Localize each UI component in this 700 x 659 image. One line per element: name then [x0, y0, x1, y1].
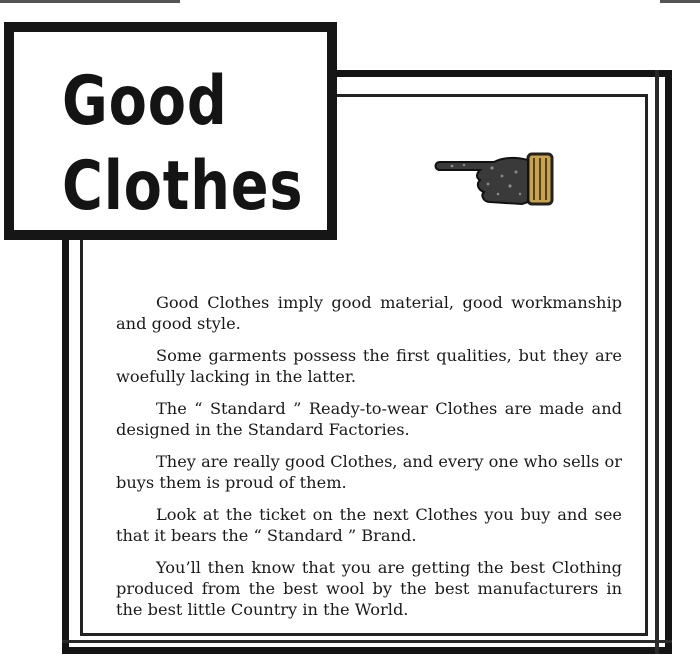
outer-border-right-double — [655, 70, 659, 654]
pointing-hand-icon — [432, 150, 556, 210]
outer-border-bottom-double — [62, 640, 672, 643]
paragraph: You’ll then know that you are getting the best Clothing produced from the best wool by the best manufacturers in the best little Country in the World. — [116, 558, 622, 619]
paragraph: They are really good Clothes, and every one who sells or buys them is proud of them. — [116, 452, 622, 492]
paragraph: Look at the ticket on the next Clothes you buy and see that it bears the “ Standard ” Brand. — [116, 505, 622, 545]
paragraph: Some garments possess the first qualities, but they are woefully lacking in the latter. — [116, 346, 622, 386]
paragraph: Good Clothes imply good material, good workmanship and good style. — [116, 293, 622, 333]
headline-line-2: Clothes — [62, 147, 304, 226]
top-rule-left — [0, 0, 180, 3]
top-rule-right — [660, 0, 700, 3]
headline-line-1: Good — [62, 62, 228, 141]
paragraph: The “ Standard ” Ready-to-wear Clothes are made and designed in the Standard Factories. — [116, 399, 622, 439]
advertisement-body — [116, 292, 622, 631]
headline-box — [4, 22, 337, 240]
